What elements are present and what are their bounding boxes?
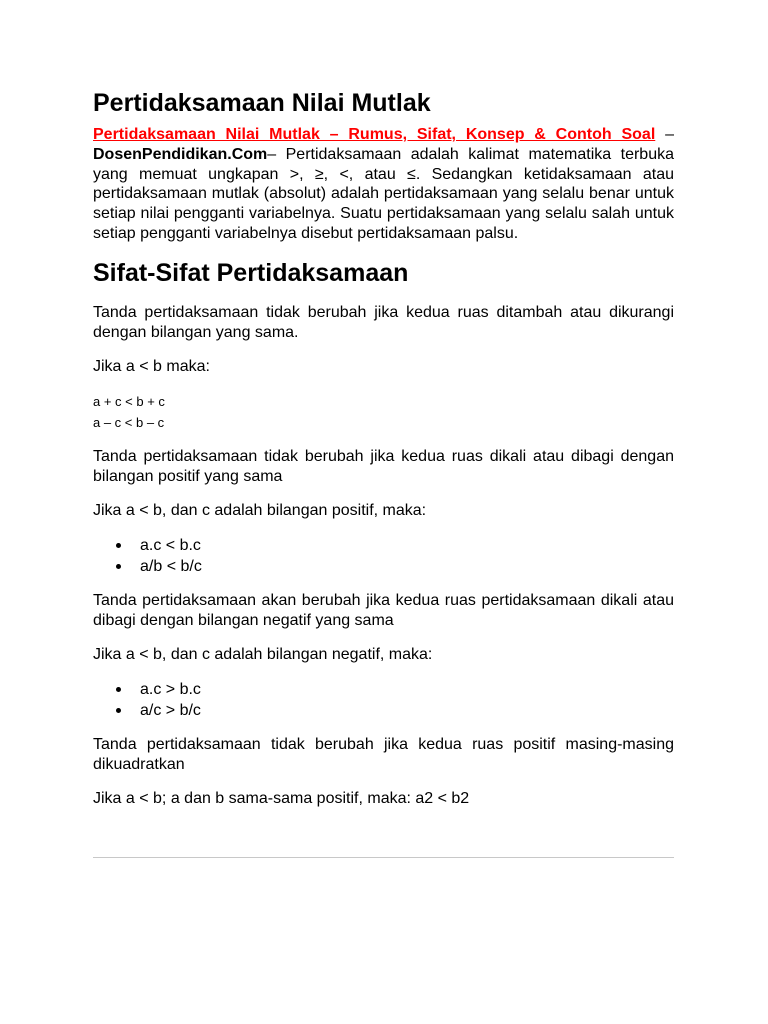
list-item-text: a/c > b/c xyxy=(140,701,201,719)
page-title: Pertidaksamaan Nilai Mutlak xyxy=(93,89,431,117)
article-link[interactable]: Pertidaksamaan Nilai Mutlak – Rumus, Sifat, Konsep & Contoh Soal xyxy=(93,126,656,143)
property-2-condition: Jika a < b, dan c adalah bilangan positif, maka: xyxy=(93,501,427,519)
formula-line: a + c < b + c xyxy=(93,393,165,409)
property-3-list xyxy=(93,679,674,721)
property-1-condition: Jika a < b maka: xyxy=(93,357,210,375)
intro-separator: – xyxy=(655,126,675,143)
document-content xyxy=(93,88,674,809)
formula-line: a – c < b – c xyxy=(93,414,165,430)
list-item xyxy=(93,535,674,556)
property-4-description: Tanda pertidaksamaan tidak berubah jika kedua ruas positif masing-masing dikuadratkan xyxy=(93,735,674,773)
property-1-description: Tanda pertidaksamaan tidak berubah jika kedua ruas ditambah atau dikurangi dengan bilangan yang sama. xyxy=(93,303,674,341)
property-3-condition: Jika a < b, dan c adalah bilangan negatif, maka: xyxy=(93,645,433,663)
list-item-text: a.c > b.c xyxy=(140,680,201,698)
property-2-description: Tanda pertidaksamaan tidak berubah jika kedua ruas dikali atau dibagi dengan bilangan positif yang sama xyxy=(93,447,674,485)
property-3-description: Tanda pertidaksamaan akan berubah jika kedua ruas pertidaksamaan dikali atau dibagi dengan bilangan negatif yang sama xyxy=(93,591,674,629)
list-item xyxy=(93,556,674,577)
property-2-list xyxy=(93,535,674,577)
property-1-formulas xyxy=(93,391,674,433)
property-4-condition: Jika a < b; a dan b sama-sama positif, maka: a2 < b2 xyxy=(93,789,470,807)
list-item-text: a.c < b.c xyxy=(140,536,201,554)
list-item xyxy=(93,700,674,721)
list-item-text: a/b < b/c xyxy=(140,557,202,575)
bullet-icon xyxy=(116,687,121,692)
horizontal-divider xyxy=(93,857,674,858)
intro-body: – Pertidaksamaan adalah kalimat matematika terbuka yang memuat ungkapan >, ≥, <, atau ≤. Sedangkan ketidaksamaan atau pertidaksamaan mutlak (absolut) adalah pertidaksamaan yang selalu benar untuk setiap nilai pengganti variabelnya. Suatu pertidaksamaan yang selalu salah untuk setiap pengganti variabelnya disebut pertidaksamaan palsu. xyxy=(93,145,674,242)
bullet-icon xyxy=(116,543,121,548)
intro-paragraph xyxy=(93,125,674,244)
site-name: DosenPendidikan.Com xyxy=(93,145,268,163)
bullet-icon xyxy=(116,708,121,713)
list-item xyxy=(93,679,674,700)
bullet-icon xyxy=(116,564,121,569)
section-heading: Sifat-Sifat Pertidaksamaan xyxy=(93,258,409,287)
